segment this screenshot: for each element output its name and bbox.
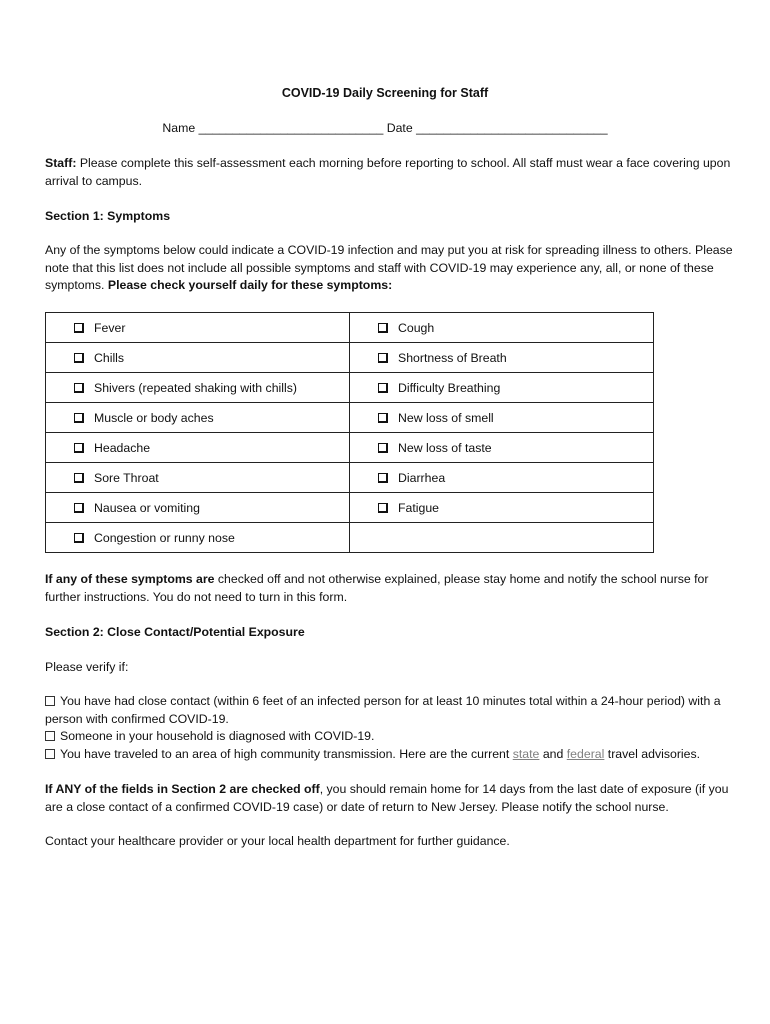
federal-advisory-link[interactable]: federal (566, 746, 605, 761)
symptom-cell[interactable] (350, 493, 654, 523)
symptom-label: Sore Throat (94, 470, 159, 485)
symptom-cell[interactable] (350, 433, 654, 463)
closing-paragraph: Contact your healthcare provider or your local health department for further guidance. (45, 834, 510, 848)
symptom-cell[interactable] (350, 373, 654, 403)
section1-paragraph (45, 242, 735, 295)
page-title: COVID-19 Daily Screening for Staff (281, 86, 489, 100)
table-row (46, 313, 654, 343)
symptom-label: Cough (398, 320, 435, 335)
exposure-item-3 (45, 746, 735, 764)
symptom-label: Muscle or body aches (94, 410, 214, 425)
name-date-line (0, 121, 770, 135)
checkbox-icon[interactable] (74, 503, 84, 513)
name-label: Name (162, 121, 196, 135)
checkbox-icon[interactable] (74, 323, 84, 333)
table-row (46, 523, 654, 553)
checkbox-icon[interactable] (378, 413, 388, 423)
table-row (46, 463, 654, 493)
exposure-item-conjunction: and (539, 746, 567, 761)
symptoms-note-text: checked off and not otherwise explained, please stay home and notify the school nurse for further instructions. You do not need to turn in this form. (45, 572, 709, 604)
symptom-label: Congestion or runny nose (94, 530, 235, 545)
symptom-label: Difficulty Breathing (398, 380, 501, 395)
checkbox-icon[interactable] (74, 533, 84, 543)
exposure-item-2 (45, 728, 735, 746)
exposure-item-label: Someone in your household is diagnosed with COVID-19. (60, 729, 375, 743)
checkbox-icon[interactable] (378, 353, 388, 363)
symptom-cell[interactable] (46, 523, 350, 553)
checkbox-icon[interactable] (378, 473, 388, 483)
symptom-label: Chills (94, 350, 125, 365)
exposure-item-label: You have had close contact (within 6 feet of an infected person for at least 10 minutes total within a 24-hour period) with a person with confirmed COVID-19. (45, 694, 721, 726)
symptom-label: Diarrhea (398, 470, 446, 485)
checkbox-icon[interactable] (74, 383, 84, 393)
symptom-cell[interactable] (350, 313, 654, 343)
symptom-cell[interactable] (350, 403, 654, 433)
checkbox-icon[interactable] (74, 353, 84, 363)
checkbox-icon[interactable] (45, 749, 55, 759)
symptom-label: Shivers (repeated shaking with chills) (94, 380, 297, 395)
section2-heading: Section 2: Close Contact/Potential Exposure (45, 625, 305, 639)
exposure-checklist (45, 693, 735, 763)
symptom-cell[interactable] (46, 403, 350, 433)
symptom-label: New loss of smell (398, 410, 494, 425)
symptoms-note-bold: If any of these symptoms are (45, 572, 215, 586)
checkbox-icon[interactable] (74, 443, 84, 453)
intro-text: Please complete this self-assessment each morning before reporting to school. All staff must wear a face covering upon arrival to campus. (45, 156, 731, 188)
checkbox-icon[interactable] (378, 383, 388, 393)
checkbox-icon[interactable] (378, 503, 388, 513)
checkbox-icon[interactable] (74, 413, 84, 423)
symptom-cell[interactable] (46, 343, 350, 373)
section1-heading: Section 1: Symptoms (45, 209, 171, 223)
section1-text: Any of the symptoms below could indicate a COVID-19 infection and may put you at risk for spreading illness to others. Please note that this list does not include all possible symptoms and staff with COVID-19 may experience any, all, or none of these symptoms. (45, 243, 733, 292)
symptoms-table (45, 312, 654, 553)
symptom-cell[interactable] (46, 433, 350, 463)
empty-cell (350, 523, 654, 553)
exposure-item-suffix: travel advisories. (604, 746, 701, 761)
intro-bold: Staff: (45, 156, 77, 170)
section2-note-text: , you should remain home for 14 days from the last date of exposure (if you are a close contact of a confirmed COVID-19 case) or date of return to New Jersey. Please notify the school nurse. (45, 782, 729, 814)
symptom-label: Shortness of Breath (398, 350, 507, 365)
checkbox-icon[interactable] (45, 731, 55, 741)
checkbox-icon[interactable] (378, 323, 388, 333)
section2-verify: Please verify if: (45, 660, 129, 674)
name-field[interactable]: ___________________________ (198, 121, 384, 135)
table-row (46, 493, 654, 523)
exposure-item-1 (45, 693, 735, 728)
symptom-cell[interactable] (46, 313, 350, 343)
table-row (46, 343, 654, 373)
symptom-label: Fatigue (398, 500, 440, 515)
symptom-cell[interactable] (46, 493, 350, 523)
section2-note (45, 781, 735, 816)
symptom-label: Fever (94, 320, 126, 335)
checkbox-icon[interactable] (45, 696, 55, 706)
symptom-label: Headache (94, 440, 151, 455)
symptom-label: New loss of taste (398, 440, 492, 455)
table-row (46, 433, 654, 463)
state-advisory-link[interactable]: state (512, 746, 540, 761)
intro-paragraph (45, 155, 735, 190)
symptoms-note (45, 571, 735, 606)
section1-bold: Please check yourself daily for these symptoms: (107, 278, 393, 292)
table-row (46, 403, 654, 433)
section2-note-bold: If ANY of the fields in Section 2 are checked off (45, 782, 320, 796)
exposure-item-label: You have traveled to an area of high community transmission. Here are the current (60, 746, 513, 761)
table-row (46, 373, 654, 403)
symptom-label: Nausea or vomiting (94, 500, 200, 515)
symptom-cell[interactable] (350, 343, 654, 373)
date-field[interactable]: ____________________________ (416, 121, 608, 135)
symptom-cell[interactable] (46, 463, 350, 493)
symptom-cell[interactable] (350, 463, 654, 493)
checkbox-icon[interactable] (378, 443, 388, 453)
checkbox-icon[interactable] (74, 473, 84, 483)
symptom-cell[interactable] (46, 373, 350, 403)
date-label: Date (386, 121, 413, 135)
